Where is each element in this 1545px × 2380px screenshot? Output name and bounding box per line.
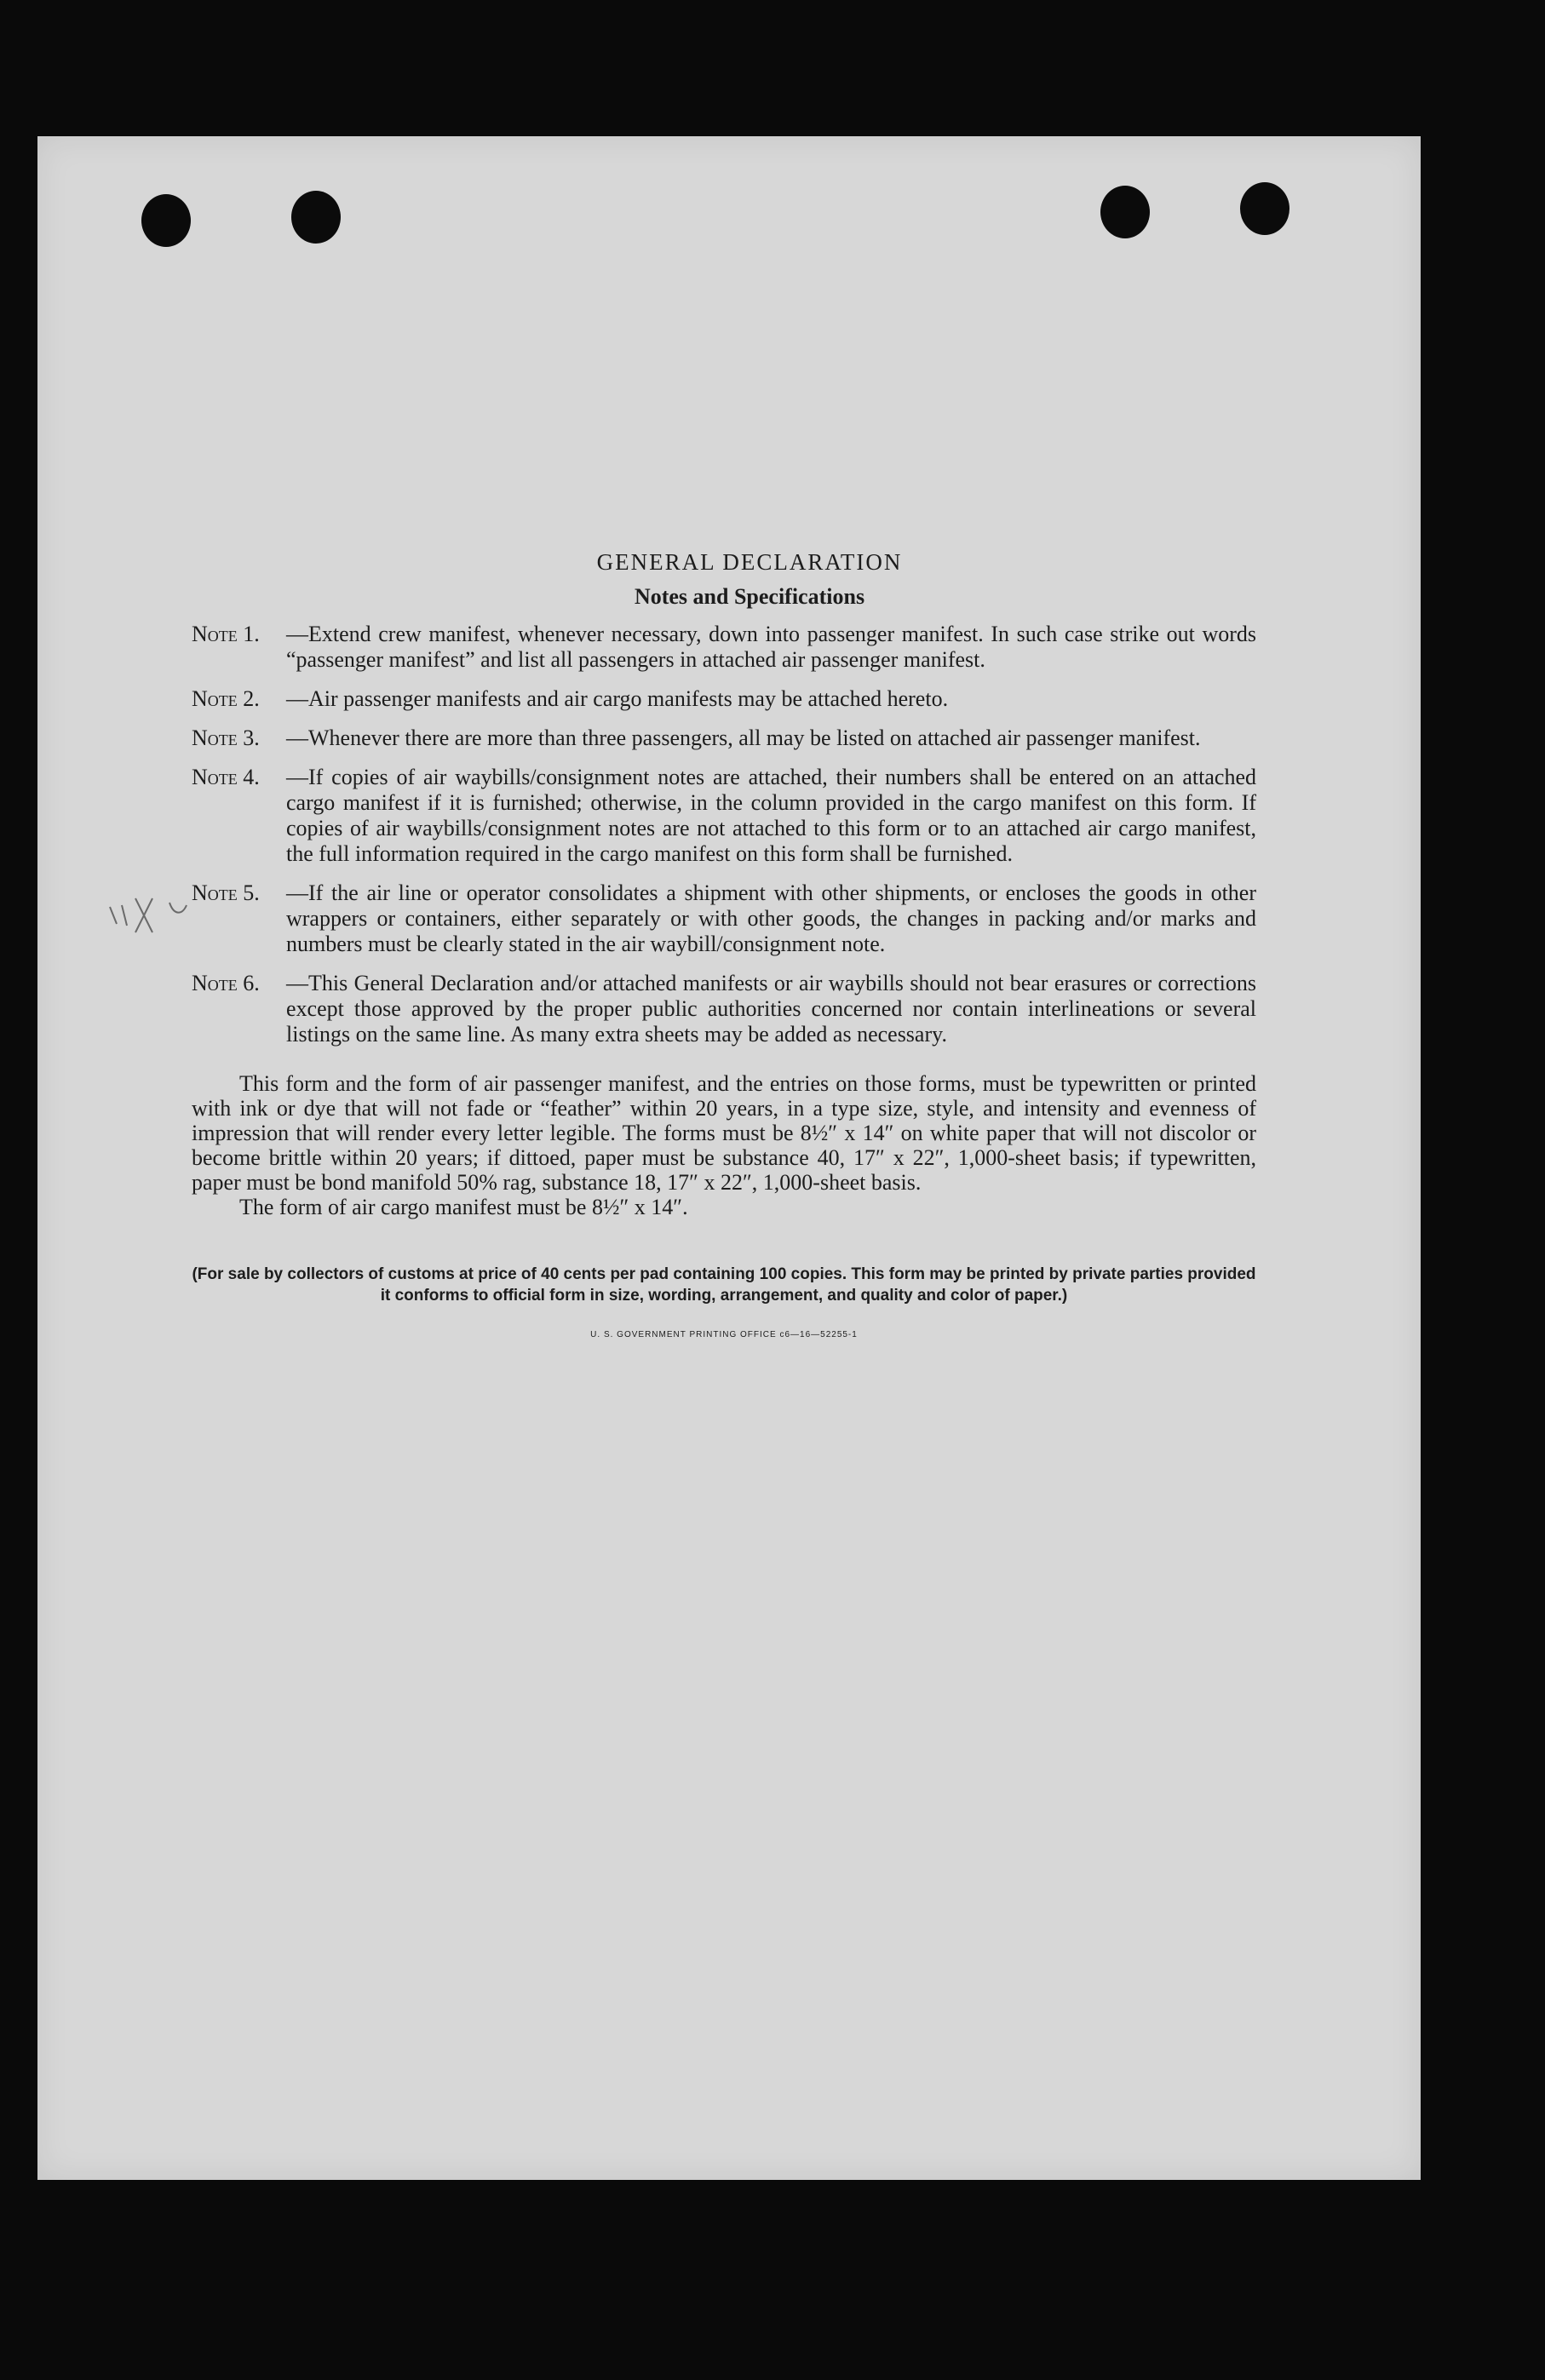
note-text: —Extend crew manifest, whenever necessary, down into passenger manifest. In such case strike out words “passenger manifest” and list all passengers in attached air passenger manifest. (286, 622, 1256, 672)
note-label: Note 6. (192, 971, 260, 995)
cargo-manifest-size-paragraph: The form of air cargo manifest must be 8½″ x 14″. (239, 1195, 688, 1219)
note-label: Note 2. (192, 686, 260, 711)
page-title: GENERAL DECLARATION (596, 549, 903, 575)
note-4 (153, 765, 1256, 867)
note-text: —This General Declaration and/or attached manifests or air waybills should not bear erasures or corrections except those approved by the proper public authorities concerned nor contain interlineations or several listings on the same line. As many extra sheets may be added as necessary. (286, 971, 1256, 1047)
note-1 (153, 622, 1256, 673)
punch-hole-2 (291, 191, 341, 244)
punch-hole-1 (141, 194, 191, 247)
note-3 (153, 725, 1256, 751)
note-5 (153, 880, 1256, 957)
note-2 (153, 686, 1256, 712)
note-label: Note 3. (192, 725, 260, 750)
note-label: Note 1. (192, 622, 260, 646)
declaration-content (153, 549, 1256, 1339)
note-label: Note 5. (192, 880, 260, 905)
printing-office-imprint: U. S. GOVERNMENT PRINTING OFFICE c6—16—52255-1 (590, 1330, 858, 1339)
note-text: —If the air line or operator consolidates a shipment with other shipments, or encloses the goods in other wrappers or containers, either separately or with other goods, the changes in packing and/or marks and numbers must be clearly stated in the air waybill/consignment note. (286, 880, 1256, 956)
note-text: —If copies of air waybills/consignment notes are attached, their numbers shall be entered on an attached cargo manifest if it is furnished; otherwise, in the column provided in the cargo manifest on this form. If copies of air waybills/consignment notes are not attached to this form or to an attached air cargo manifest, the full information required in the cargo manifest on this form shall be furnished. (286, 765, 1256, 866)
sale-notice: (For sale by collectors of customs at price of 40 cents per pad containing 100 copies. This form may be printed by private parties provided it conforms to official form in size, wording, arrangement, and quality and color of paper.) (192, 1265, 1256, 1305)
note-6 (153, 971, 1256, 1047)
note-text: —Air passenger manifests and air cargo manifests may be attached hereto. (286, 686, 949, 711)
page-subtitle: Notes and Specifications (634, 584, 865, 609)
specification-paragraph: This form and the form of air passenger manifest, and the entries on those forms, must be typewritten or printed with ink or dye that will not fade or “feather” within 20 years, in a type size, style, and intensity and evenness of impression that will render every letter legible. The forms must be 8½″ x 14″ on white paper that will not discolor or become brittle within 20 years; if dittoed, paper must be substance 40, 17″ x 22″, 1,000-sheet basis; if typewritten, paper must be bond manifold 50% rag, substance 18, 17″ x 22″, 1,000-sheet basis. (192, 1071, 1256, 1195)
punch-hole-4 (1240, 182, 1289, 235)
note-text: —Whenever there are more than three passengers, all may be listed on attached air passenger manifest. (286, 725, 1201, 750)
note-label: Note 4. (192, 765, 260, 789)
punch-hole-3 (1100, 186, 1150, 238)
